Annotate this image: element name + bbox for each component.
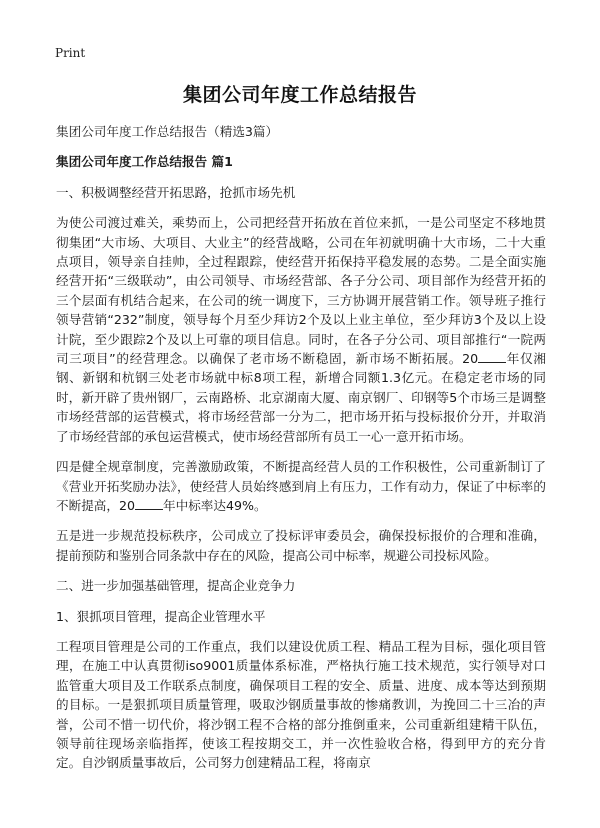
- document-body: [56, 122, 546, 784]
- heading-2: 二、进一步加强基础管理，提高企业竞争力: [56, 578, 296, 594]
- heading-3: 1、狠抓项目管理，提高企业管理水平: [56, 608, 266, 624]
- paragraph-1: [56, 213, 546, 446]
- section-heading: 集团公司年度工作总结报告 篇1: [56, 154, 233, 170]
- year-blank: [478, 350, 506, 363]
- paragraph-1-text: 为使公司渡过难关，乘势而上，公司把经营开拓放在首位来抓，一是公司坚定不移地贯彻集团“大市场、大项目、大业主”的经营战略，公司在年初就明确十大市场，二十大重点项目，领导亲自挂帅，全过程跟踪，使经营开拓保持平稳发展的态势。二是全面实施经营开拓“三级联动”，由公司领导、市场经营部、各子分公司、项目部作为经营开拓的三个层面有机结合起来，在公司的统一调度下，三方协调开展营销工作。领导班子推行领导营销“232”制度，领导每个月至少拜访2个及以上业主单位，至少拜访3个及以上设计院，至少跟踪2个及以上可靠的项目信息。同时，在各子分公司、项目部推行“一院两司三项目”的经营理念。以确保了老市场不断稳固，新市场不断拓展。20: [56, 215, 546, 367]
- paragraph-4: 工程项目管理是公司的工作重点，我们以建设优质工程、精品工程为目标，强化项目管理，在施工中认真贯彻iso9001质量体系标准，严格执行施工技术规范，实行领导对口监管重大项目及工作联系点制度，确保项目工程的安全、质量、进度、成本等达到预期的目标。一是狠抓项目质量管理，吸取沙钢质量事故的惨痛教训，为挽回二十三冶的声誉，公司不惜一切代价，将沙钢工程不合格的部分推倒重来，公司重新组建精干队伍，领导前往现场亲临指挥，使该工程按期交工，并一次性验收合格，得到甲方的充分肯定。自沙钢质量事故后，公司努力创建精品工程，将南京: [56, 638, 546, 771]
- year-blank: [135, 497, 163, 510]
- paragraph-3: 五是进一步规范投标秩序，公司成立了投标评审委员会，确保投标报价的合理和准确，提前预防和鉴别合同条款中存在的风险，提高公司中标率，规避公司投标风险。: [56, 528, 546, 563]
- print-link[interactable]: Print: [55, 46, 86, 60]
- paragraph-1-tail: 年仅湘钢、新钢和杭钢三处老市场就中标8项工程，新增合同额1.3亿元。在稳定老市场的同时，新开辟了贵州钢厂，云南路桥、北京湖南大厦、南京钢厂、印钢等5个市场三是调整市场经营部的运营模式，将市场经营部一分为二，把市场开拓与投标报价分开，并取消了市场经营部的承包运营模式，使市场经营部所有员工一心一意开拓市场。: [56, 351, 546, 444]
- heading-1: 一、积极调整经营开拓思路，抢抓市场先机: [56, 184, 296, 200]
- document-subtitle: 集团公司年度工作总结报告（精选3篇）: [56, 124, 279, 139]
- paragraph-2-tail: 年中标率达49%。: [163, 497, 267, 513]
- paragraph-2: [56, 457, 546, 515]
- paragraph-2-text: 四是健全规章制度，完善激励政策，不断提高经营人员的工作积极性，公司重新制订了《营业开拓奖励办法》，使经营人员始终感到肩上有压力，工作有动力，保证了中标率的不断提高，20: [56, 459, 546, 513]
- document-title: 集团公司年度工作总结报告: [182, 84, 417, 106]
